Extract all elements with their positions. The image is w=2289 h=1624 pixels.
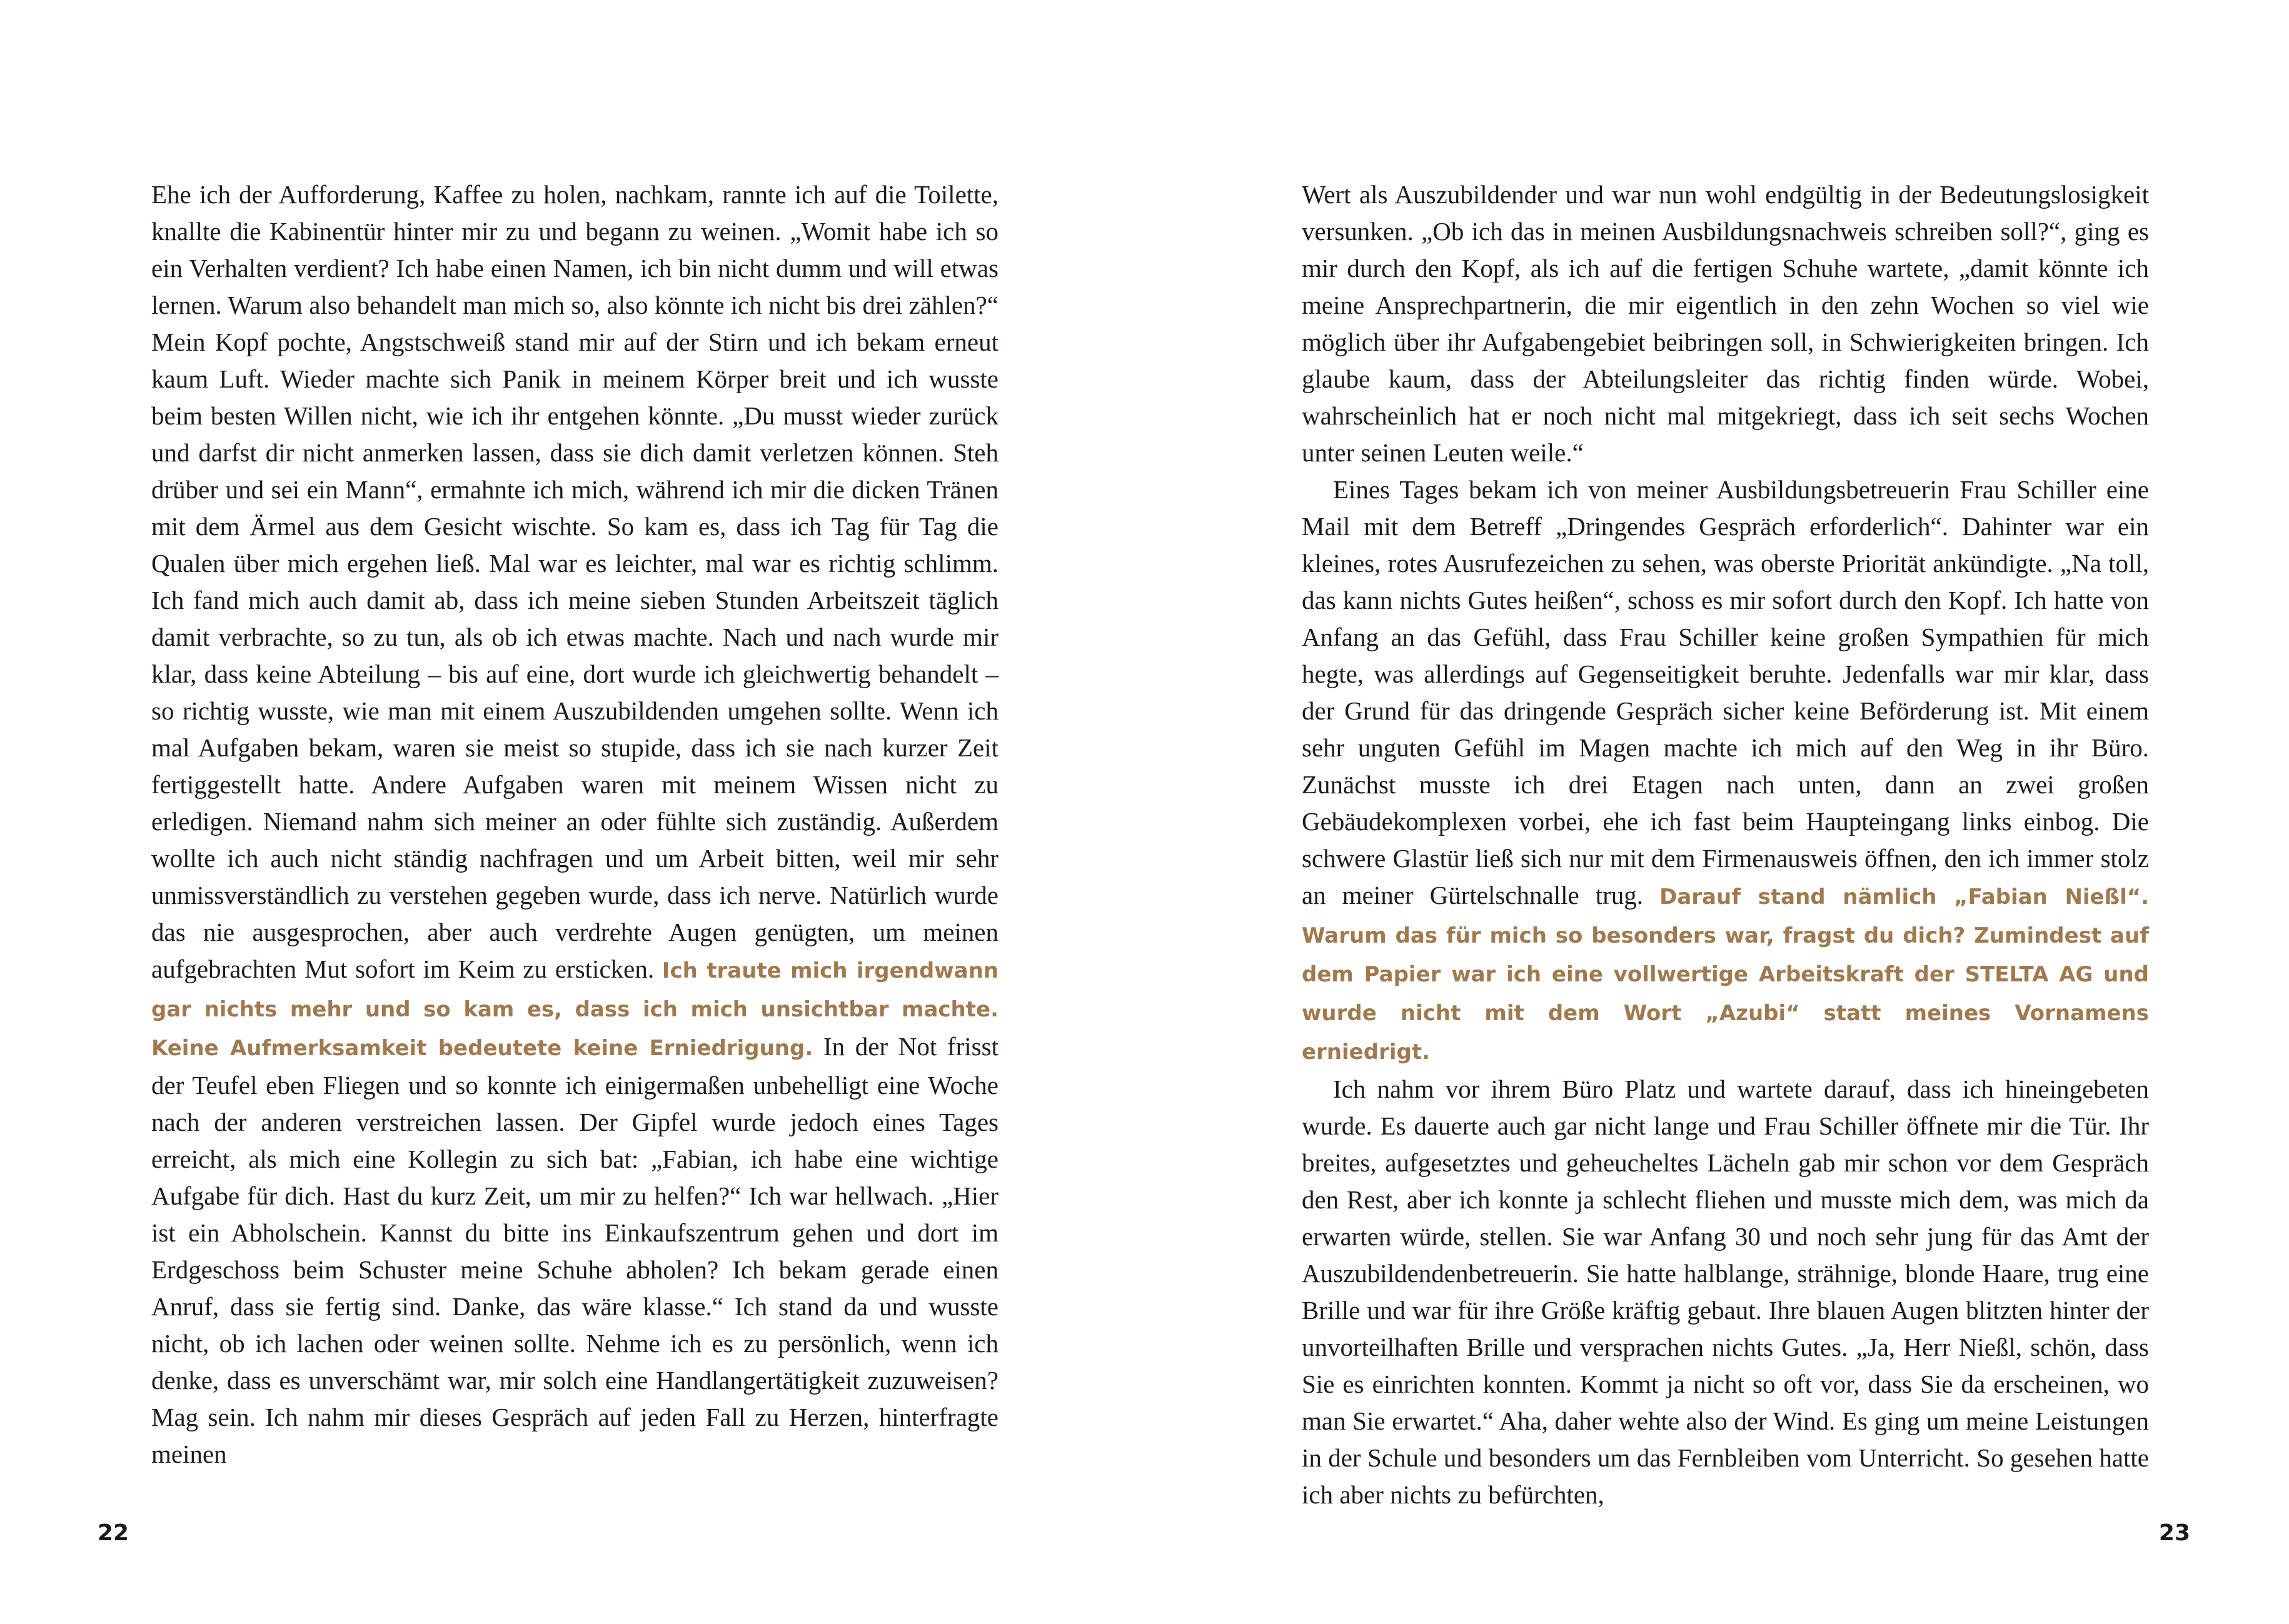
paragraph-text: Ich nahm vor ihrem Büro Platz und wartete darauf, dass ich hineingebeten wurde. Es dauerte auch gar nicht lange und Frau Schiller öffnete mir die Tür. Ihr breites, aufgesetztes und geheucheltes Lächeln gab mir schon vor dem Gespräch den Rest, aber ich konnte ja schlecht fliehen und musste mich dem, was mich da erwarten würde, stellen. Sie war Anfang 30 und noch sehr jung für das Amt der Auszubildendenbetreuerin. Sie hatte halblange, strähnige, blonde Haare, trug eine Brille und war für ihre Größe kräftig gebaut. Ihre blauen Augen blitzten hinter der unvorteilhaften Brille und versprachen nichts Gutes. „Ja, Herr Nießl, schön, dass Sie es einrichten konnten. Kommt ja nicht so oft vor, dass Sie da erscheinen, wo man Sie erwartet.“ Aha, daher wehte also der Wind. Es ging um meine Leistungen in der Schule und besonders um das Fernbleiben vom Unterricht. So gesehen hatte ich aber nichts zu befürchten, bbox=[1302, 1075, 2149, 1509]
paragraph-text: In der Not frisst der Teufel eben Fliegen und so konnte ich einigermaßen unbehelligt eine Woche nach der anderen verstreichen lassen. Der Gipfel wurde jedoch eines Tages erreicht, als mich eine Kollegin zu sich bat: „Fabian, ich habe eine wichtige Aufgabe für dich. Hast du kurz Zeit, um mir zu helfen?“ Ich war hellwach. „Hier ist ein Abholschein. Kannst du bitte ins Einkaufszentrum gehen und dort im Erdgeschoss beim Schuster meine Schuhe abholen? Ich bekam gerade einen Anruf, dass sie fertig sind. Danke, das wäre klasse.“ Ich stand da und wusste nicht, ob ich lachen oder weinen sollte. Nehme ich es zu persönlich, wenn ich denke, dass es unverschämt war, mir solch eine Handlangertätigkeit zuzuweisen? Mag sein. Ich nahm mir dieses Gespräch auf jeden Fall zu Herzen, hinterfragte meinen bbox=[151, 1032, 999, 1468]
paragraph-right-3 bbox=[1302, 1071, 2149, 1513]
left-page-body bbox=[151, 176, 999, 1473]
paragraph-text: Eines Tages bekam ich von meiner Ausbildungsbetreuerin Frau Schiller eine Mail mit dem Betreff „Dringendes Gespräch erforderlich“. Dahinter war ein kleines, rotes Ausrufezeichen zu sehen, was oberste Priorität ankündigte. „Na toll, das kann nichts Gutes heißen“, schoss es mir sofort durch den Kopf. Ich hatte von Anfang an das Gefühl, dass Frau Schiller keine großen Sympathien für mich hegte, was allerdings auf Gegenseitigkeit beruhte. Jedenfalls war mir klar, dass der Grund für das dringende Gespräch sicher keine Beförderung ist. Mit einem sehr unguten Gefühl im Magen machte ich mich auf den Weg in ihr Büro. Zunächst musste ich drei Etagen nach unten, dann an zwei großen Gebäudekomplexen vorbei, ehe ich fast beim Haupteingang links einbog. Die schwere Glastür ließ sich nur mit dem Firmenausweis öffnen, den ich immer stolz an meiner Gürtelschnalle trug. bbox=[1302, 475, 2149, 910]
paragraph-left-1 bbox=[151, 176, 999, 1473]
left-page bbox=[0, 0, 1144, 1624]
right-page-body bbox=[1302, 176, 2149, 1513]
page-number-left: 22 bbox=[98, 1520, 129, 1546]
paragraph-right-2 bbox=[1302, 471, 2149, 1071]
page-number-right: 23 bbox=[2158, 1520, 2190, 1546]
right-page bbox=[1144, 0, 2288, 1624]
paragraph-text: Wert als Auszubildender und war nun wohl endgültig in der Bedeutungslosigkeit versunken. „Ob ich das in meinen Ausbildungsnachweis schreiben soll?“, ging es mir durch den Kopf, als ich auf die fertigen Schuhe wartete, „damit könnte ich meine Ansprechpartnerin, die mir eigentlich in den zehn Wochen so viel wie möglich über ihr Aufgabengebiet beibringen soll, in Schwierigkeiten bringen. Ich glaube kaum, dass der Abteilungsleiter das richtig finden würde. Wobei, wahrscheinlich hat er noch nicht mal mitgekriegt, dass ich seit sechs Wochen unter seinen Leuten weile.“ bbox=[1302, 180, 2149, 467]
paragraph-right-1 bbox=[1302, 176, 2149, 471]
highlighted-quote: Ich traute mich irgendwann gar nichts mehr und so kam es, dass ich mich unsichtbar machte. Keine Aufmerksamkeit bedeutete keine Erniedrigung. bbox=[151, 958, 999, 1061]
highlighted-quote: Darauf stand nämlich „Fabian Nießl“. Warum das für mich so besonders war, fragst du dich? Zumindest auf dem Papier war ich eine vollwertige Arbeitskraft der STELTA AG und wurde nicht mit dem Wort „Azubi“ statt meines Vornamens erniedrigt. bbox=[1302, 885, 2149, 1065]
paragraph-text: Ehe ich der Aufforderung, Kaffee zu holen, nachkam, rannte ich auf die Toilette, knallte die Kabinentür hinter mir zu und begann zu weinen. „Womit habe ich so ein Verhalten verdient? Ich habe einen Namen, ich bin nicht dumm und will etwas lernen. Warum also behandelt man mich so, also könnte ich nicht bis drei zählen?“ Mein Kopf pochte, Angstschweiß stand mir auf der Stirn und ich bekam erneut kaum Luft. Wieder machte sich Panik in meinem Körper breit und ich wusste beim besten Willen nicht, wie ich ihr entgehen könnte. „Du musst wieder zurück und darfst dir nicht anmerken lassen, dass sie dich damit verletzen können. Steh drüber und sei ein Mann“, ermahnte ich mich, während ich mir die dicken Tränen mit dem Ärmel aus dem Gesicht wischte. So kam es, dass ich Tag für Tag die Qualen über mich ergehen ließ. Mal war es leichter, mal war es richtig schlimm. Ich fand mich auch damit ab, dass ich meine sieben Stunden Arbeitszeit täglich damit verbrachte, so zu tun, als ob ich etwas machte. Nach und nach wurde mir klar, dass keine Abteilung – bis auf eine, dort wurde ich gleichwertig behandelt – so richtig wusste, wie man mit einem Auszubildenden umgehen sollte. Wenn ich mal Aufgaben bekam, waren sie meist so stupide, dass ich sie nach kurzer Zeit fertiggestellt hatte. Andere Aufgaben waren mit meinem Wissen nicht zu erledigen. Niemand nahm sich meiner an oder fühlte sich zuständig. Außerdem wollte ich auch nicht ständig nachfragen und um Arbeit bitten, weil mir sehr unmissverständlich zu verstehen gegeben wurde, dass ich nerve. Natürlich wurde das nie ausgesprochen, aber auch verdrehte Augen genügten, um meinen aufgebrachten Mut sofort im Keim zu ersticken. bbox=[151, 180, 999, 983]
